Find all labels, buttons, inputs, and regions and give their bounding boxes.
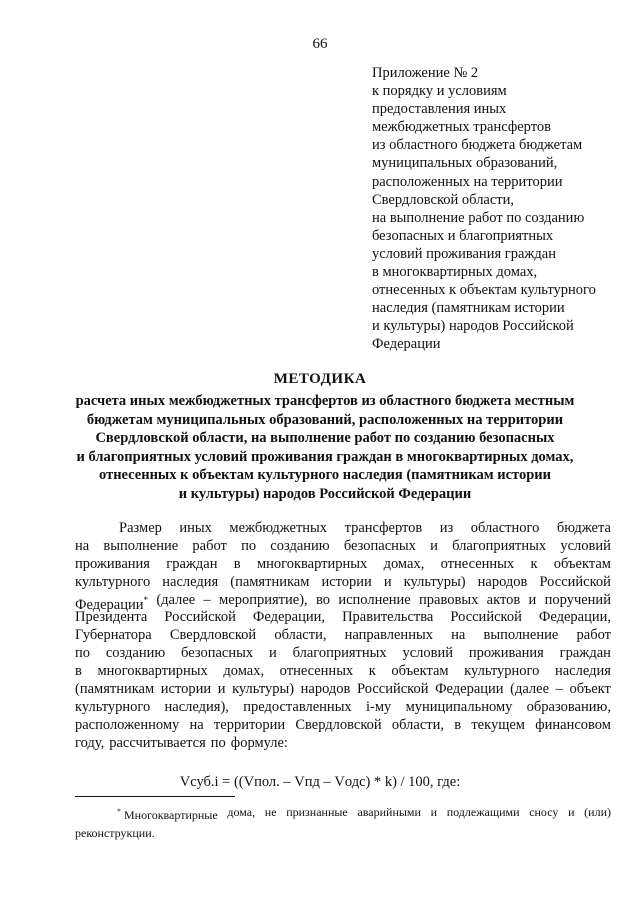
appendix-line: Свердловской области, — [372, 191, 515, 208]
appendix-line: к порядку и условиям — [372, 83, 507, 100]
document-title: МЕТОДИКА — [273, 371, 367, 387]
appendix-line: предоставления иных — [372, 101, 507, 118]
page-number: 66 — [312, 36, 328, 52]
body-line: Размер иных межбюджетных трансфертов из областного бюджета — [119, 520, 611, 536]
appendix-line: безопасных и благоприятных — [372, 227, 554, 244]
footnote-line: реконструкции. — [75, 826, 155, 840]
footnote-line: * Многоквартирные дома, не признанные аварийными и подлежащими сносу и (или) — [117, 805, 611, 822]
body-line: расположенному на территории Свердловской области, в текущем финансовом — [75, 716, 611, 733]
body-line: проживания граждан в многоквартирных домах, отнесенных к объектам — [75, 555, 611, 572]
body-line: по созданию безопасных и благоприятных условий проживания граждан — [75, 645, 611, 662]
subtitle-line: бюджетам муниципальных образований, расположенных на территории — [86, 411, 564, 428]
appendix-line: на выполнение работ по созданию — [372, 209, 585, 226]
body-line: культурного наследия (памятникам истории и культуры) народов Российской — [75, 573, 611, 590]
subtitle-line: Свердловской области, на выполнение работ по созданию безопасных — [95, 430, 555, 447]
body-line: Губернатора Свердловской области, направленных на выполнение работ — [75, 627, 611, 644]
appendix-header — [372, 64, 632, 354]
body-line: Федерации* (далее – мероприятие), во исполнение правовых актов и поручений — [75, 591, 611, 613]
footnote-marker: * — [117, 807, 121, 816]
appendix-line: межбюджетных трансфертов — [372, 119, 551, 136]
appendix-line: и культуры) народов Российской — [372, 318, 574, 335]
appendix-line: Федерации — [372, 336, 441, 353]
appendix-line: из областного бюджета бюджетам — [372, 137, 583, 154]
appendix-line: условий проживания граждан — [372, 245, 556, 262]
appendix-line: в многоквартирных домах, — [372, 264, 538, 281]
body-paragraph — [75, 520, 611, 753]
subtitle-line: расчета иных межбюджетных трансфертов из областного бюджета местным — [75, 393, 575, 409]
appendix-line: Приложение № 2 — [372, 65, 479, 81]
document-subtitle — [70, 392, 580, 504]
body-line: культурного наследия), предоставленных i-му муниципальному образованию, — [75, 698, 611, 715]
footnote-divider — [75, 796, 235, 797]
appendix-line: наследия (памятникам истории — [372, 300, 565, 317]
subtitle-line: отнесенных к объектам культурного наследия (памятникам истории — [99, 467, 551, 484]
subtitle-line: и благоприятных условий проживания граждан в многоквартирных домах, — [76, 448, 574, 465]
body-line: Президента Российской Федерации, Правительства Российской Федерации, — [75, 609, 611, 626]
formula: Vсуб.i = ((Vпол. – Vпд – Vодс) * k) / 100, где: — [179, 774, 461, 790]
body-line: году, рассчитывается по формуле: — [75, 734, 288, 751]
footnote — [75, 803, 611, 842]
appendix-line: расположенных на территории — [372, 173, 563, 190]
body-line: на выполнение работ по созданию безопасных и благоприятных условий — [75, 537, 611, 554]
appendix-line: отнесенных к объектам культурного — [372, 282, 596, 299]
body-line: в многоквартирных домах, отнесенных к объектам культурного наследия — [75, 663, 611, 680]
subtitle-line: и культуры) народов Российской Федерации — [178, 485, 472, 502]
appendix-line: муниципальных образований, — [372, 155, 558, 172]
body-line: (памятникам истории и культуры) народов Российской Федерации (далее – объект — [75, 681, 611, 698]
